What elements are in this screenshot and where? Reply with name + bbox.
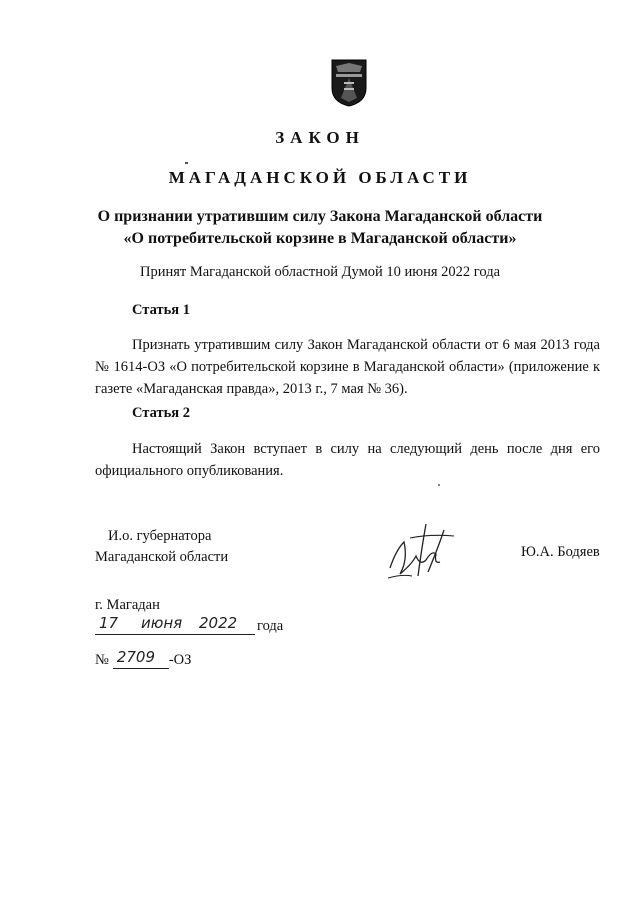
article-1-heading: Статья 1 xyxy=(132,302,190,318)
coat-of-arms-emblem xyxy=(330,58,368,108)
signing-date xyxy=(95,614,283,640)
signatory-name: Ю.А. Бодяев xyxy=(521,544,600,560)
law-number xyxy=(95,648,191,674)
law-title: ЗАКОН xyxy=(275,128,365,147)
signatory-position xyxy=(95,526,228,568)
number-value: 2709 xyxy=(116,648,156,666)
handwritten-signature xyxy=(382,520,462,582)
number-fill-line xyxy=(113,648,169,669)
region-title: МАГАДАНСКОЙ ОБЛАСТИ xyxy=(168,168,472,187)
date-year: 2022 xyxy=(199,614,238,632)
signatory-position-line2: Магаданской области xyxy=(95,549,229,565)
date-suffix: года xyxy=(257,618,284,634)
adoption-note: Принят Магаданской областной Думой 10 июня 2022 года xyxy=(139,264,501,280)
article-2-heading: Статья 2 xyxy=(132,405,190,421)
signatory-position-line1: И.о. губернатора xyxy=(108,528,212,544)
law-subject-line1: О признании утратившим силу Закона Магаданской области xyxy=(97,208,543,225)
scan-speck xyxy=(438,484,440,486)
date-fill-line xyxy=(95,614,255,635)
article-2-text: Настоящий Закон вступает в силу на следующий день после дня его официального опубликования. xyxy=(95,441,600,479)
city-label: г. Магадан xyxy=(95,597,160,613)
number-prefix: № xyxy=(95,652,109,668)
law-subject xyxy=(60,206,580,250)
scan-speck xyxy=(185,162,188,164)
law-subject-line2: «О потребительской корзине в Магаданской области» xyxy=(123,230,517,247)
date-month: июня xyxy=(141,614,183,632)
date-day: 17 xyxy=(99,614,119,632)
number-suffix: -ОЗ xyxy=(168,652,192,668)
article-1-text: Признать утратившим силу Закон Магаданской области от 6 мая 2013 года № 1614-ОЗ «О потребительской корзине в Магаданской области» (приложение к газете «Магаданская правда», 2013 г., 7 мая № 36). xyxy=(95,337,600,397)
